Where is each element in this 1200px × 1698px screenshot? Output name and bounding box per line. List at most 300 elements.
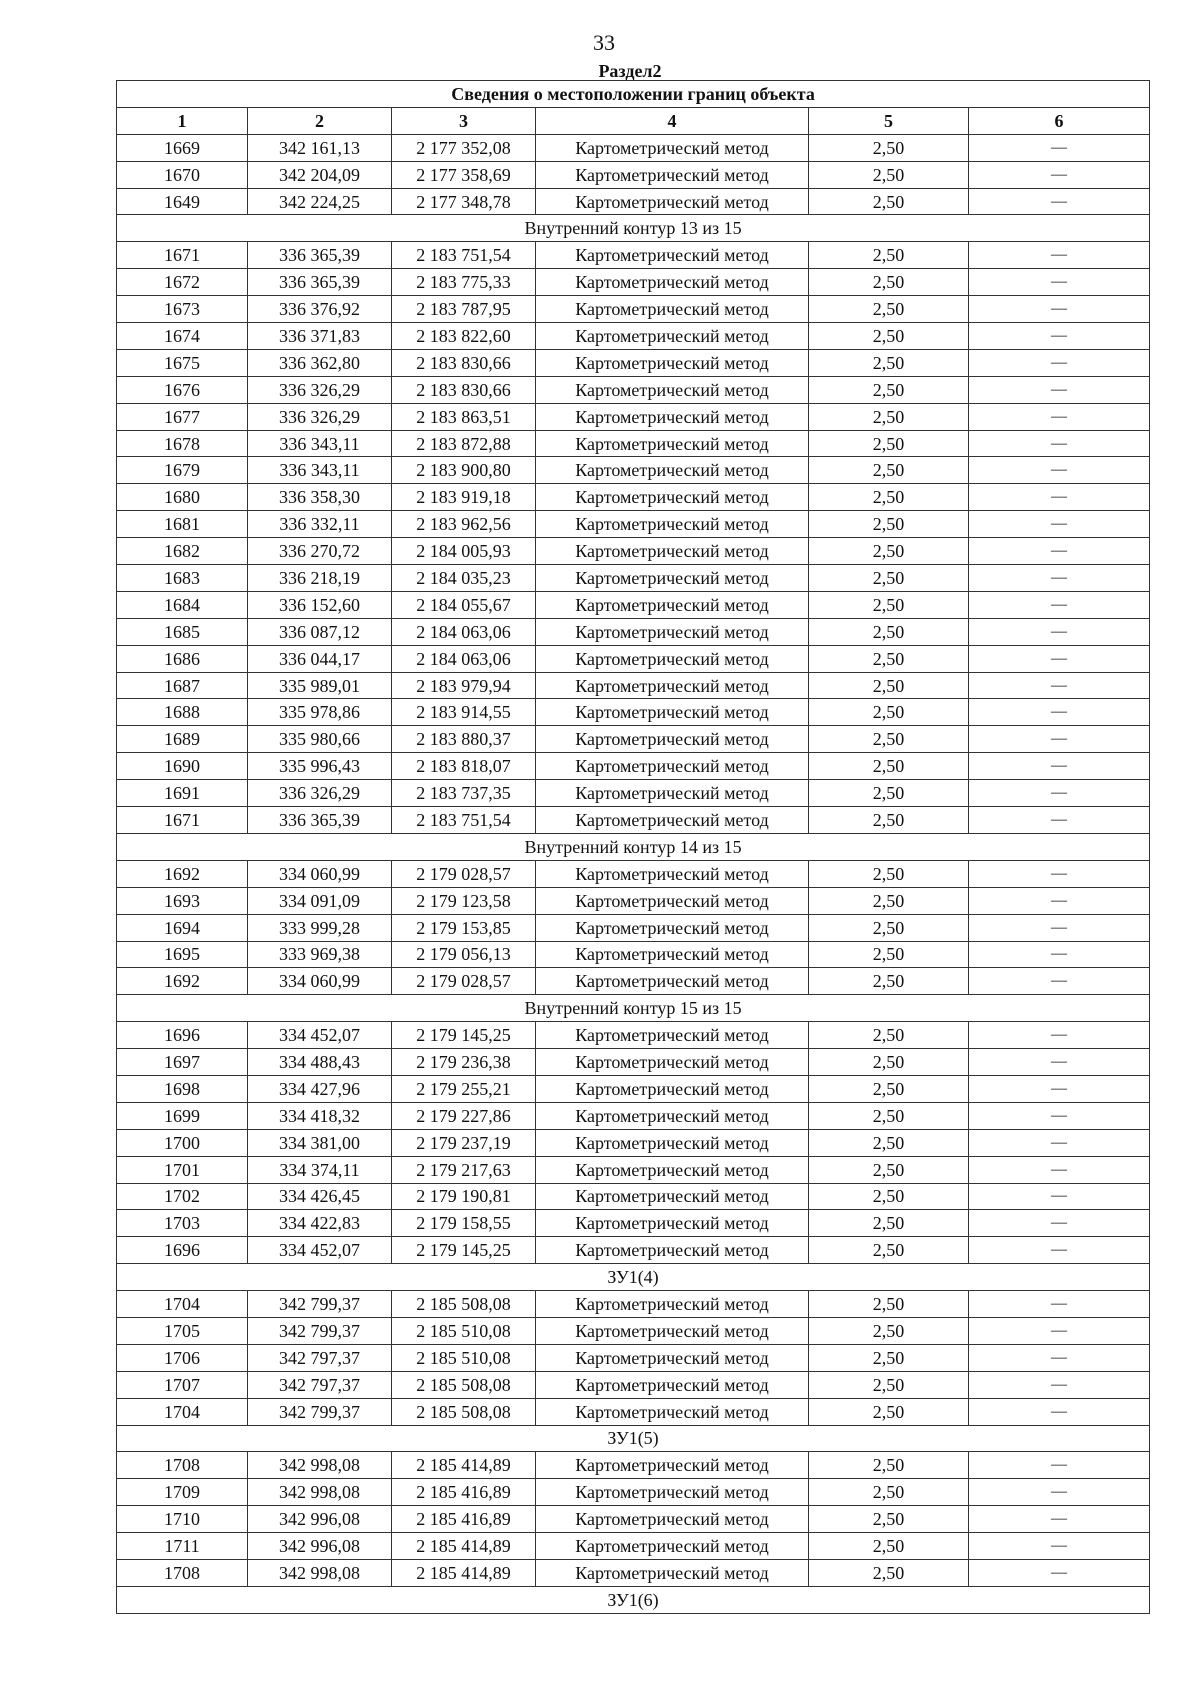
group-title: ЗУ1(5) [117, 1425, 1150, 1452]
y-coordinate-cell: 2 184 035,23 [392, 565, 536, 592]
point-number-cell: 1696 [117, 1237, 248, 1264]
table-row [117, 376, 1150, 403]
accuracy-cell: 2,50 [809, 134, 969, 161]
y-coordinate-cell: 2 183 787,95 [392, 296, 536, 323]
table-row [117, 618, 1150, 645]
y-coordinate-cell: 2 179 227,86 [392, 1102, 536, 1129]
x-coordinate-cell: 334 427,96 [248, 1075, 392, 1102]
method-cell: Картометрический метод [536, 1129, 809, 1156]
method-cell: Картометрический метод [536, 618, 809, 645]
accuracy-cell: 2,50 [809, 376, 969, 403]
table-row [117, 591, 1150, 618]
group-title: ЗУ1(4) [117, 1264, 1150, 1291]
y-coordinate-cell: 2 185 416,89 [392, 1479, 536, 1506]
accuracy-cell: 2,50 [809, 860, 969, 887]
group-title-row [117, 1425, 1150, 1452]
method-cell: Картометрический метод [536, 699, 809, 726]
x-coordinate-cell: 334 091,09 [248, 887, 392, 914]
point-number-cell: 1692 [117, 860, 248, 887]
point-number-cell: 1698 [117, 1075, 248, 1102]
y-coordinate-cell: 2 179 153,85 [392, 914, 536, 941]
description-cell: — [969, 1022, 1150, 1049]
accuracy-cell: 2,50 [809, 1317, 969, 1344]
column-header-row [117, 107, 1150, 134]
method-cell: Картометрический метод [536, 1183, 809, 1210]
table-row [117, 1156, 1150, 1183]
y-coordinate-cell: 2 185 414,89 [392, 1533, 536, 1560]
y-coordinate-cell: 2 177 358,69 [392, 161, 536, 188]
column-header: 4 [536, 107, 809, 134]
accuracy-cell: 2,50 [809, 672, 969, 699]
table-row [117, 699, 1150, 726]
accuracy-cell: 2,50 [809, 1049, 969, 1076]
x-coordinate-cell: 334 488,43 [248, 1049, 392, 1076]
point-number-cell: 1709 [117, 1479, 248, 1506]
table-row [117, 645, 1150, 672]
table-row [117, 1049, 1150, 1076]
y-coordinate-cell: 2 183 737,35 [392, 780, 536, 807]
method-cell: Картометрический метод [536, 914, 809, 941]
y-coordinate-cell: 2 179 237,19 [392, 1129, 536, 1156]
x-coordinate-cell: 342 998,08 [248, 1559, 392, 1586]
x-coordinate-cell: 334 418,32 [248, 1102, 392, 1129]
method-cell: Картометрический метод [536, 860, 809, 887]
method-cell: Картометрический метод [536, 1049, 809, 1076]
description-cell: — [969, 1479, 1150, 1506]
point-number-cell: 1673 [117, 296, 248, 323]
column-header: 2 [248, 107, 392, 134]
accuracy-cell: 2,50 [809, 188, 969, 215]
point-number-cell: 1706 [117, 1344, 248, 1371]
y-coordinate-cell: 2 179 123,58 [392, 887, 536, 914]
table-row [117, 914, 1150, 941]
point-number-cell: 1697 [117, 1049, 248, 1076]
method-cell: Картометрический метод [536, 457, 809, 484]
description-cell: — [969, 591, 1150, 618]
description-cell: — [969, 403, 1150, 430]
y-coordinate-cell: 2 177 352,08 [392, 134, 536, 161]
description-cell: — [969, 1317, 1150, 1344]
point-number-cell: 1708 [117, 1452, 248, 1479]
point-number-cell: 1708 [117, 1559, 248, 1586]
accuracy-cell: 2,50 [809, 1075, 969, 1102]
accuracy-cell: 2,50 [809, 1559, 969, 1586]
method-cell: Картометрический метод [536, 269, 809, 296]
y-coordinate-cell: 2 183 818,07 [392, 753, 536, 780]
description-cell: — [969, 538, 1150, 565]
method-cell: Картометрический метод [536, 296, 809, 323]
table-row [117, 726, 1150, 753]
accuracy-cell: 2,50 [809, 1183, 969, 1210]
table-row [117, 161, 1150, 188]
x-coordinate-cell: 333 999,28 [248, 914, 392, 941]
group-title: Внутренний контур 15 из 15 [117, 995, 1150, 1022]
method-cell: Картометрический метод [536, 1291, 809, 1318]
table-row [117, 484, 1150, 511]
table-row [117, 753, 1150, 780]
description-cell: — [969, 1506, 1150, 1533]
point-number-cell: 1672 [117, 269, 248, 296]
method-cell: Картометрический метод [536, 726, 809, 753]
method-cell: Картометрический метод [536, 753, 809, 780]
method-cell: Картометрический метод [536, 403, 809, 430]
accuracy-cell: 2,50 [809, 807, 969, 834]
coordinates-table [116, 80, 1150, 1614]
method-cell: Картометрический метод [536, 887, 809, 914]
y-coordinate-cell: 2 183 979,94 [392, 672, 536, 699]
point-number-cell: 1692 [117, 968, 248, 995]
table-row [117, 538, 1150, 565]
description-cell: — [969, 511, 1150, 538]
y-coordinate-cell: 2 185 414,89 [392, 1452, 536, 1479]
y-coordinate-cell: 2 179 255,21 [392, 1075, 536, 1102]
point-number-cell: 1704 [117, 1291, 248, 1318]
point-number-cell: 1707 [117, 1371, 248, 1398]
accuracy-cell: 2,50 [809, 780, 969, 807]
accuracy-cell: 2,50 [809, 323, 969, 350]
description-cell: — [969, 968, 1150, 995]
y-coordinate-cell: 2 179 028,57 [392, 968, 536, 995]
accuracy-cell: 2,50 [809, 591, 969, 618]
x-coordinate-cell: 336 218,19 [248, 565, 392, 592]
x-coordinate-cell: 336 326,29 [248, 376, 392, 403]
group-title-row [117, 1264, 1150, 1291]
x-coordinate-cell: 334 422,83 [248, 1210, 392, 1237]
table-body [117, 134, 1150, 1613]
accuracy-cell: 2,50 [809, 1210, 969, 1237]
description-cell: — [969, 1102, 1150, 1129]
point-number-cell: 1669 [117, 134, 248, 161]
description-cell: — [969, 376, 1150, 403]
table-row [117, 968, 1150, 995]
x-coordinate-cell: 342 797,37 [248, 1371, 392, 1398]
x-coordinate-cell: 342 996,08 [248, 1533, 392, 1560]
y-coordinate-cell: 2 185 510,08 [392, 1317, 536, 1344]
x-coordinate-cell: 336 365,39 [248, 269, 392, 296]
y-coordinate-cell: 2 183 822,60 [392, 323, 536, 350]
y-coordinate-cell: 2 179 158,55 [392, 1210, 536, 1237]
point-number-cell: 1695 [117, 941, 248, 968]
description-cell: — [969, 941, 1150, 968]
point-number-cell: 1688 [117, 699, 248, 726]
x-coordinate-cell: 336 376,92 [248, 296, 392, 323]
accuracy-cell: 2,50 [809, 726, 969, 753]
table-row [117, 941, 1150, 968]
x-coordinate-cell: 334 060,99 [248, 968, 392, 995]
description-cell: — [969, 323, 1150, 350]
y-coordinate-cell: 2 179 236,38 [392, 1049, 536, 1076]
table-row [117, 1183, 1150, 1210]
x-coordinate-cell: 335 996,43 [248, 753, 392, 780]
y-coordinate-cell: 2 179 217,63 [392, 1156, 536, 1183]
table-row [117, 1398, 1150, 1425]
method-cell: Картометрический метод [536, 941, 809, 968]
method-cell: Картометрический метод [536, 484, 809, 511]
table-row [117, 134, 1150, 161]
x-coordinate-cell: 335 989,01 [248, 672, 392, 699]
method-cell: Картометрический метод [536, 1210, 809, 1237]
point-number-cell: 1704 [117, 1398, 248, 1425]
point-number-cell: 1691 [117, 780, 248, 807]
accuracy-cell: 2,50 [809, 430, 969, 457]
method-cell: Картометрический метод [536, 1156, 809, 1183]
method-cell: Картометрический метод [536, 565, 809, 592]
x-coordinate-cell: 334 426,45 [248, 1183, 392, 1210]
column-header: 5 [809, 107, 969, 134]
method-cell: Картометрический метод [536, 807, 809, 834]
x-coordinate-cell: 342 799,37 [248, 1317, 392, 1344]
table-row [117, 1102, 1150, 1129]
x-coordinate-cell: 335 980,66 [248, 726, 392, 753]
point-number-cell: 1670 [117, 161, 248, 188]
accuracy-cell: 2,50 [809, 1506, 969, 1533]
accuracy-cell: 2,50 [809, 1022, 969, 1049]
method-cell: Картометрический метод [536, 968, 809, 995]
method-cell: Картометрический метод [536, 1102, 809, 1129]
section-title: Раздел2 [598, 61, 662, 81]
point-number-cell: 1685 [117, 618, 248, 645]
x-coordinate-cell: 333 969,38 [248, 941, 392, 968]
x-coordinate-cell: 336 326,29 [248, 780, 392, 807]
y-coordinate-cell: 2 183 872,88 [392, 430, 536, 457]
y-coordinate-cell: 2 183 830,66 [392, 349, 536, 376]
point-number-cell: 1702 [117, 1183, 248, 1210]
accuracy-cell: 2,50 [809, 645, 969, 672]
table-row [117, 1479, 1150, 1506]
group-title-row [117, 995, 1150, 1022]
description-cell: — [969, 134, 1150, 161]
y-coordinate-cell: 2 183 751,54 [392, 242, 536, 269]
description-cell: — [969, 484, 1150, 511]
y-coordinate-cell: 2 183 900,80 [392, 457, 536, 484]
description-cell: — [969, 1210, 1150, 1237]
method-cell: Картометрический метод [536, 1317, 809, 1344]
method-cell: Картометрический метод [536, 1533, 809, 1560]
accuracy-cell: 2,50 [809, 538, 969, 565]
table-row [117, 672, 1150, 699]
method-cell: Картометрический метод [536, 511, 809, 538]
description-cell: — [969, 1156, 1150, 1183]
x-coordinate-cell: 342 161,13 [248, 134, 392, 161]
y-coordinate-cell: 2 185 414,89 [392, 1559, 536, 1586]
column-header: 6 [969, 107, 1150, 134]
point-number-cell: 1687 [117, 672, 248, 699]
description-cell: — [969, 1291, 1150, 1318]
x-coordinate-cell: 336 365,39 [248, 242, 392, 269]
point-number-cell: 1649 [117, 188, 248, 215]
table-caption: Сведения о местоположении границ объекта [117, 81, 1150, 108]
description-cell: — [969, 1398, 1150, 1425]
y-coordinate-cell: 2 185 508,08 [392, 1291, 536, 1318]
x-coordinate-cell: 336 270,72 [248, 538, 392, 565]
description-cell: — [969, 1559, 1150, 1586]
y-coordinate-cell: 2 185 510,08 [392, 1344, 536, 1371]
table-row [117, 1075, 1150, 1102]
x-coordinate-cell: 335 978,86 [248, 699, 392, 726]
column-header: 1 [117, 107, 248, 134]
accuracy-cell: 2,50 [809, 269, 969, 296]
table-row [117, 1237, 1150, 1264]
method-cell: Картометрический метод [536, 376, 809, 403]
group-title-row [117, 1586, 1150, 1613]
x-coordinate-cell: 342 204,09 [248, 161, 392, 188]
description-cell: — [969, 188, 1150, 215]
accuracy-cell: 2,50 [809, 484, 969, 511]
method-cell: Картометрический метод [536, 780, 809, 807]
table-row [117, 887, 1150, 914]
accuracy-cell: 2,50 [809, 565, 969, 592]
accuracy-cell: 2,50 [809, 1102, 969, 1129]
y-coordinate-cell: 2 183 751,54 [392, 807, 536, 834]
table-row [117, 269, 1150, 296]
x-coordinate-cell: 336 343,11 [248, 430, 392, 457]
description-cell: — [969, 161, 1150, 188]
y-coordinate-cell: 2 183 863,51 [392, 403, 536, 430]
accuracy-cell: 2,50 [809, 457, 969, 484]
point-number-cell: 1683 [117, 565, 248, 592]
x-coordinate-cell: 336 362,80 [248, 349, 392, 376]
accuracy-cell: 2,50 [809, 914, 969, 941]
group-title: ЗУ1(6) [117, 1586, 1150, 1613]
method-cell: Картометрический метод [536, 1506, 809, 1533]
description-cell: — [969, 1533, 1150, 1560]
table-row [117, 780, 1150, 807]
x-coordinate-cell: 334 452,07 [248, 1237, 392, 1264]
description-cell: — [969, 914, 1150, 941]
table-row [117, 403, 1150, 430]
accuracy-cell: 2,50 [809, 1452, 969, 1479]
method-cell: Картометрический метод [536, 1237, 809, 1264]
description-cell: — [969, 1075, 1150, 1102]
table-row [117, 430, 1150, 457]
accuracy-cell: 2,50 [809, 161, 969, 188]
point-number-cell: 1680 [117, 484, 248, 511]
point-number-cell: 1696 [117, 1022, 248, 1049]
accuracy-cell: 2,50 [809, 403, 969, 430]
y-coordinate-cell: 2 185 508,08 [392, 1371, 536, 1398]
accuracy-cell: 2,50 [809, 968, 969, 995]
description-cell: — [969, 1129, 1150, 1156]
description-cell: — [969, 1344, 1150, 1371]
table-row [117, 860, 1150, 887]
point-number-cell: 1671 [117, 807, 248, 834]
x-coordinate-cell: 336 044,17 [248, 645, 392, 672]
x-coordinate-cell: 342 799,37 [248, 1398, 392, 1425]
method-cell: Картометрический метод [536, 1559, 809, 1586]
x-coordinate-cell: 334 381,00 [248, 1129, 392, 1156]
method-cell: Картометрический метод [536, 430, 809, 457]
x-coordinate-cell: 342 998,08 [248, 1452, 392, 1479]
x-coordinate-cell: 342 998,08 [248, 1479, 392, 1506]
description-cell: — [969, 887, 1150, 914]
description-cell: — [969, 242, 1150, 269]
point-number-cell: 1701 [117, 1156, 248, 1183]
table-row [117, 1452, 1150, 1479]
x-coordinate-cell: 342 797,37 [248, 1344, 392, 1371]
table-row [117, 242, 1150, 269]
point-number-cell: 1710 [117, 1506, 248, 1533]
method-cell: Картометрический метод [536, 538, 809, 565]
point-number-cell: 1700 [117, 1129, 248, 1156]
page-number: 33 [593, 30, 615, 55]
table-row [117, 1559, 1150, 1586]
x-coordinate-cell: 334 060,99 [248, 860, 392, 887]
table-row [117, 511, 1150, 538]
x-coordinate-cell: 342 224,25 [248, 188, 392, 215]
x-coordinate-cell: 336 326,29 [248, 403, 392, 430]
method-cell: Картометрический метод [536, 672, 809, 699]
table-row [117, 1533, 1150, 1560]
x-coordinate-cell: 334 374,11 [248, 1156, 392, 1183]
description-cell: — [969, 672, 1150, 699]
table-row [117, 1371, 1150, 1398]
method-cell: Картометрический метод [536, 161, 809, 188]
y-coordinate-cell: 2 183 914,55 [392, 699, 536, 726]
point-number-cell: 1703 [117, 1210, 248, 1237]
group-title-row [117, 215, 1150, 242]
point-number-cell: 1699 [117, 1102, 248, 1129]
method-cell: Картометрический метод [536, 1371, 809, 1398]
point-number-cell: 1693 [117, 887, 248, 914]
y-coordinate-cell: 2 183 919,18 [392, 484, 536, 511]
y-coordinate-cell: 2 179 028,57 [392, 860, 536, 887]
description-cell: — [969, 726, 1150, 753]
description-cell: — [969, 430, 1150, 457]
table-row [117, 1344, 1150, 1371]
accuracy-cell: 2,50 [809, 1129, 969, 1156]
method-cell: Картометрический метод [536, 1344, 809, 1371]
accuracy-cell: 2,50 [809, 618, 969, 645]
accuracy-cell: 2,50 [809, 1371, 969, 1398]
point-number-cell: 1690 [117, 753, 248, 780]
y-coordinate-cell: 2 179 190,81 [392, 1183, 536, 1210]
table-row [117, 1506, 1150, 1533]
method-cell: Картометрический метод [536, 242, 809, 269]
description-cell: — [969, 780, 1150, 807]
accuracy-cell: 2,50 [809, 511, 969, 538]
point-number-cell: 1679 [117, 457, 248, 484]
accuracy-cell: 2,50 [809, 1533, 969, 1560]
description-cell: — [969, 860, 1150, 887]
accuracy-cell: 2,50 [809, 1291, 969, 1318]
y-coordinate-cell: 2 179 056,13 [392, 941, 536, 968]
accuracy-cell: 2,50 [809, 887, 969, 914]
point-number-cell: 1689 [117, 726, 248, 753]
column-header: 3 [392, 107, 536, 134]
description-cell: — [969, 807, 1150, 834]
accuracy-cell: 2,50 [809, 1237, 969, 1264]
accuracy-cell: 2,50 [809, 1479, 969, 1506]
description-cell: — [969, 753, 1150, 780]
y-coordinate-cell: 2 177 348,78 [392, 188, 536, 215]
accuracy-cell: 2,50 [809, 1398, 969, 1425]
y-coordinate-cell: 2 183 880,37 [392, 726, 536, 753]
accuracy-cell: 2,50 [809, 242, 969, 269]
accuracy-cell: 2,50 [809, 349, 969, 376]
point-number-cell: 1686 [117, 645, 248, 672]
y-coordinate-cell: 2 184 063,06 [392, 618, 536, 645]
x-coordinate-cell: 336 087,12 [248, 618, 392, 645]
x-coordinate-cell: 336 371,83 [248, 323, 392, 350]
method-cell: Картометрический метод [536, 645, 809, 672]
y-coordinate-cell: 2 184 055,67 [392, 591, 536, 618]
method-cell: Картометрический метод [536, 591, 809, 618]
y-coordinate-cell: 2 183 830,66 [392, 376, 536, 403]
method-cell: Картометрический метод [536, 1398, 809, 1425]
point-number-cell: 1676 [117, 376, 248, 403]
table-row [117, 1291, 1150, 1318]
table-row [117, 457, 1150, 484]
